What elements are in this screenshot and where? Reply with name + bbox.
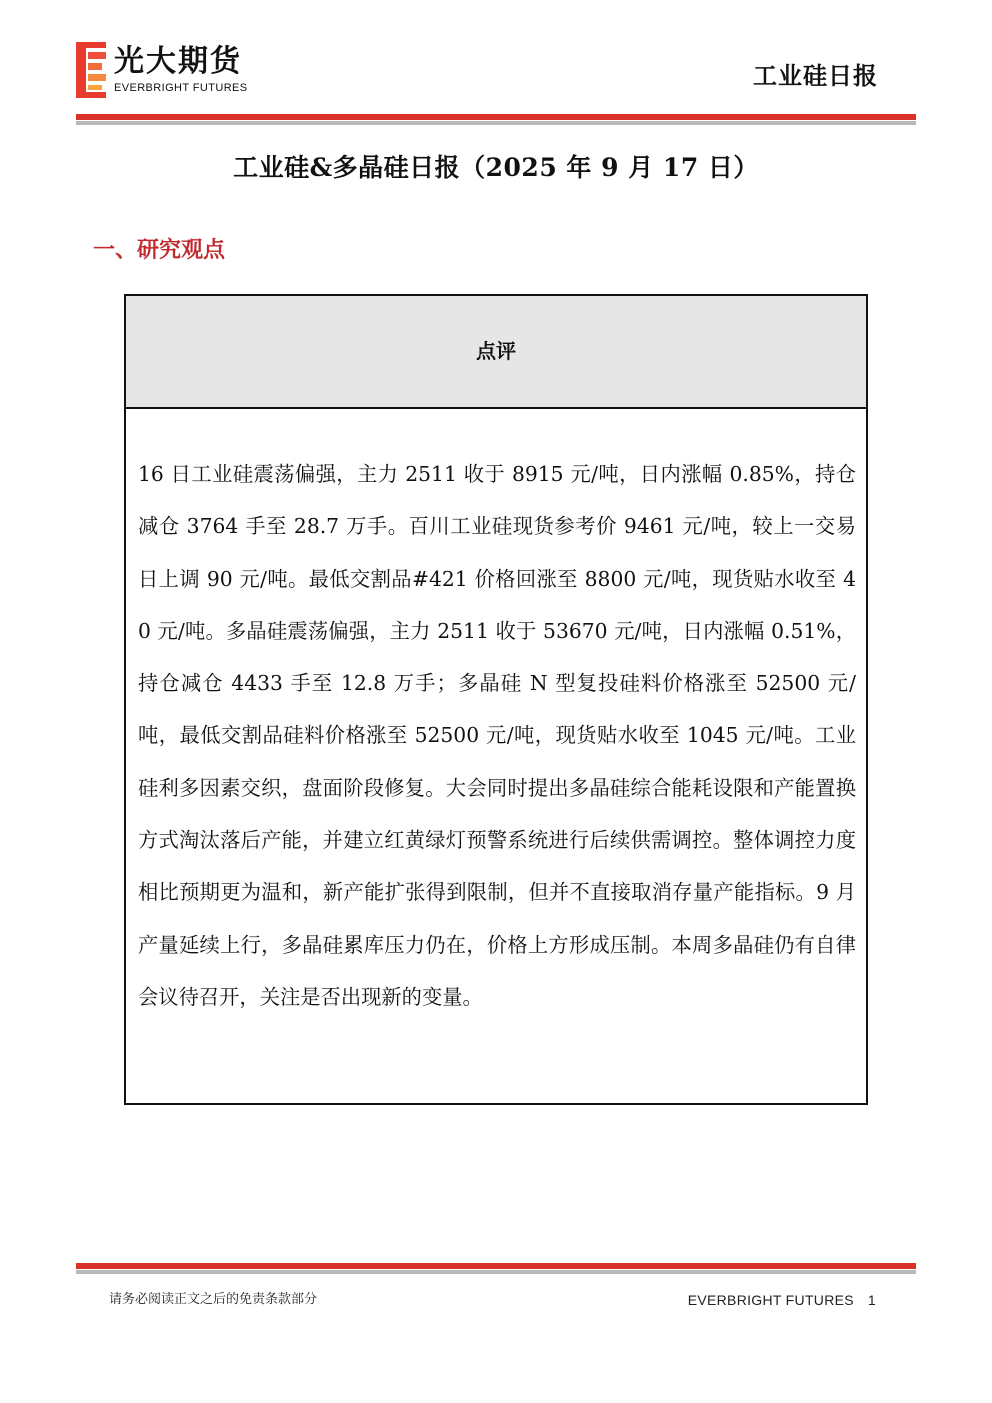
- logo-chinese-name: 光大期货: [114, 44, 242, 79]
- footer-company-name: EVERBRIGHT FUTURES: [687, 1292, 854, 1308]
- logo-english-name: EVERBRIGHT FUTURES: [114, 82, 248, 94]
- page-number: 1: [867, 1292, 876, 1308]
- comment-box: [124, 294, 868, 1105]
- section-heading: 一、研究观点: [93, 237, 226, 263]
- comment-box-body: 16 日工业硅震荡偏强，主力 2511 收于 8915 元/吨，日内涨幅 0.85%，持仓减仓 3764 手至 28.7 万手。百川工业硅现货参考价 9461 元/吨，较上一交易日上调 90 元/吨。最低交割品#421 价格回涨至 8800 元/吨，现货贴水收至 40 元/吨。多晶硅震荡偏强，主力 2511 收于 53670 元/吨，日内涨幅 0.51%，持仓减仓 4433 手至 12.8 万手；多晶硅 N 型复投硅料价格涨至 52500 元/吨，最低交割品硅料价格涨至 52500 元/吨，现货贴水收至 1045 元/吨。工业硅利多因素交织，盘面阶段修复。大会同时提出多晶硅综合能耗设限和产能置换方式淘汰落后产能，并建立红黄绿灯预警系统进行后续供需调控。整体调控力度相比预期更为温和，新产能扩张得到限制，但并不直接取消存量产能指标。9 月产量延续上行，多晶硅累库压力仍在，价格上方形成压制。本周多晶硅仍有自律会议待召开，关注是否出现新的变量。: [138, 462, 856, 1009]
- everbright-logo-icon: [76, 42, 106, 98]
- document-title: 工业硅&多晶硅日报（2025 年 9 月 17 日）: [233, 153, 759, 182]
- header-gray-rule: [76, 121, 916, 125]
- footer-red-rule: [76, 1263, 916, 1269]
- footer-right: [688, 1290, 876, 1310]
- report-type-title: 工业硅日报: [753, 61, 878, 90]
- header-red-rule: [76, 114, 916, 120]
- footer-disclaimer: 请务必阅读正文之后的免责条款部分: [109, 1292, 318, 1307]
- footer-gray-rule: [76, 1270, 916, 1274]
- comment-box-header: 点评: [126, 296, 866, 409]
- company-logo: [76, 42, 286, 98]
